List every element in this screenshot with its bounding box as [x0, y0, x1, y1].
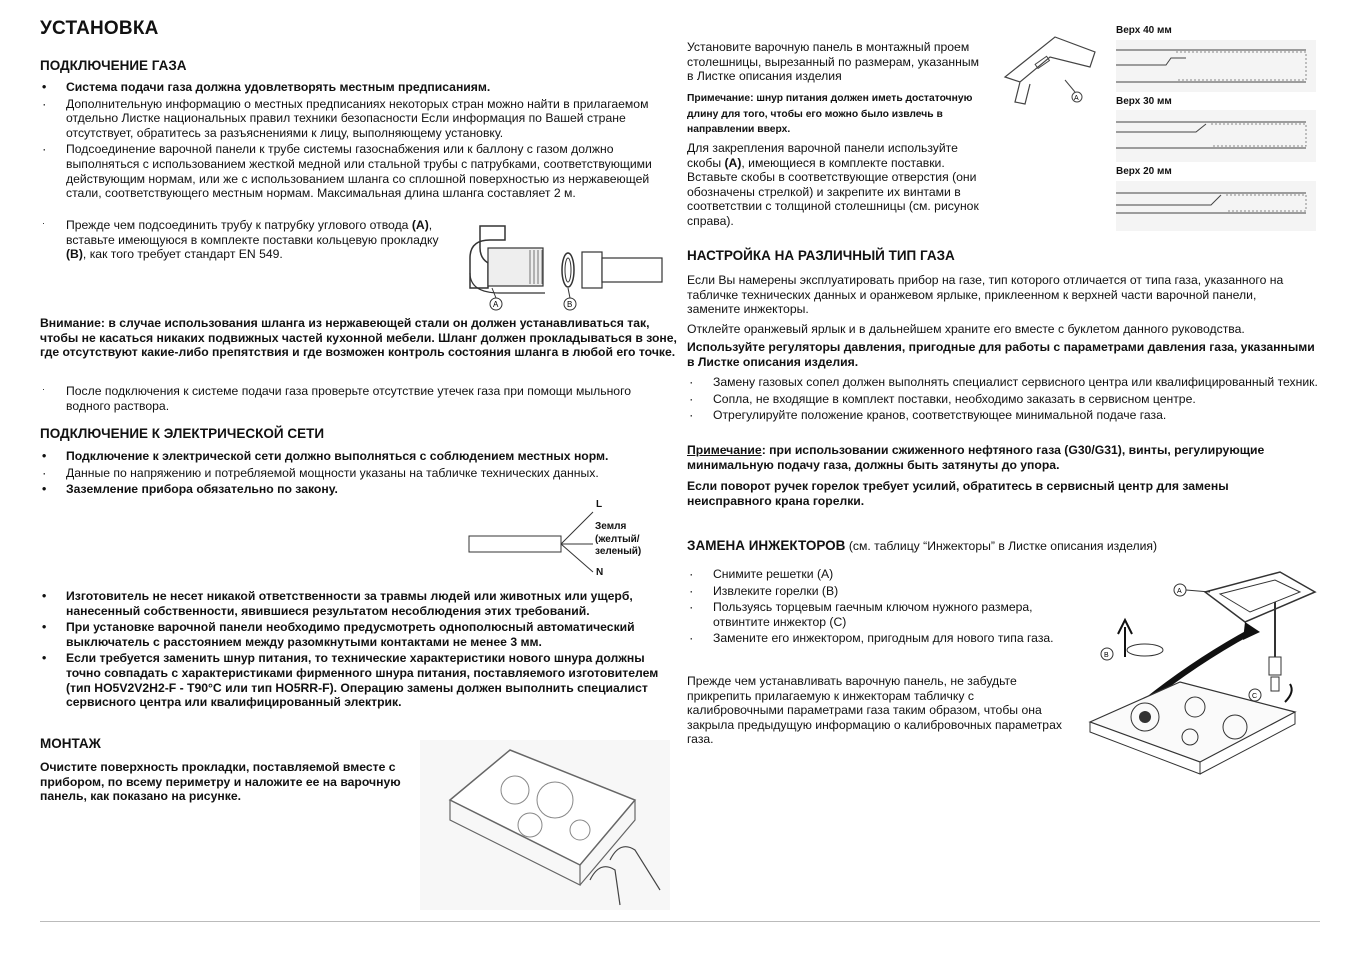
gastype-p4: Если поворот ручек горелок требует усилий, обратитесь в сервисный центр для замены неисправного крана горелки.: [687, 479, 1229, 508]
list-item-text: Если требуется заменить шнур питания, то технические характеристики нового шнура должны точно совпадать с характеристиками фирменного шнура питания, поставляемого изготовителем (тип HO5V2V2H2-F - T90°C или тип HO5RR-F). Операцию замены должен выполнить специалист сервисного центра или квалифицированный электрик.: [66, 651, 659, 710]
list-item: [40, 449, 680, 464]
list-marker: •: [42, 651, 47, 666]
list-item: [687, 600, 1062, 629]
list-marker: •: [42, 620, 47, 635]
list-item-text: Заземление прибора обязательно по закону.: [66, 482, 338, 497]
list-item-text: При установке варочной панели необходимо предусмотреть однополюсный автоматический выключатель с расстоянием между разомкнутыми контактами не менее 3 мм.: [66, 620, 635, 649]
wire-l-label: L: [596, 499, 603, 510]
list-item-text: Данные по напряжению и потребляемой мощности указаны на табличке технических данных.: [66, 465, 599, 480]
list-marker: ·: [690, 586, 693, 597]
list-item-text: Дополнительную информацию о местных предписаниях некоторых стран можно найти в прилагаемом отдельно Листке национальных правил техники безопасности Если информация по Вашей стране отсутствует, обратитесь за разъяснениями к лицу, выполняющему установку.: [66, 96, 649, 140]
electric-heading: ПОДКЛЮЧЕНИЕ К ЭЛЕКТРИЧЕСКОЙ СЕТИ: [40, 426, 325, 441]
wire-n-label: N: [596, 567, 604, 578]
mount-heading: МОНТАЖ: [40, 736, 101, 751]
gastype-p3: Используйте регуляторы давления, пригодные для работы с параметрами давления газа, указанными в Листке описания изделия.: [687, 340, 1315, 369]
list-item-text: Подсоединение варочной панели к трубе системы газоснабжения или к баллону с газом должно выполняться с использованием жесткой медной или стальной трубы с патрубками, соответствующими действующим нормам, или же с использованием шланга со сплошной поверхностью из нержавеющей стали, соответствующего местным нормам. Максимальная длина шланга составляет 2 м.: [66, 142, 652, 201]
gas-warning: Внимание: в случае использования шланга из нержавеющей стали он должен устанавливаться так, чтобы не касаться никаких подвижных частей кухонной мебели. Шланг должен прокладываться в зоне, где отсутствуют какие-либо препятствия и где возможен контроль состояния шланга в любой его точке.: [40, 316, 677, 360]
top30-label: Верх 30 мм: [1116, 96, 1172, 107]
elbow-gasket-figure: [460, 218, 665, 312]
gastype-p2: Отклейте оранжевый ярлык и в дальнейшем храните его вместе с буклетом данного руководства.: [687, 322, 1245, 336]
list-marker: ·: [43, 145, 46, 156]
list-item: [40, 589, 680, 618]
list-item: [687, 392, 1327, 407]
gas-heading: ПОДКЛЮЧЕНИЕ ГАЗА: [40, 58, 187, 73]
list-item: [687, 408, 1327, 423]
list-item-text: Извлеките горелки (B): [713, 583, 839, 598]
list-marker: ·: [690, 603, 693, 614]
list-item: [687, 631, 1062, 646]
list-marker: ·: [690, 378, 693, 388]
list-marker: ·: [42, 384, 45, 394]
list-item: [40, 142, 672, 200]
gastype-list: [687, 375, 1327, 425]
list-marker: •: [42, 589, 47, 603]
list-item: [40, 651, 680, 709]
list-item: [40, 466, 680, 481]
list-marker: ·: [43, 99, 46, 110]
elbow-paragraph: Прежде чем подсоединить трубу к патрубку углового отвода (A), вставьте имеющуюся в комплекте поставки кольцевую прокладку (B), как того требует стандарт EN 549.: [66, 218, 439, 262]
bracket-figure: [995, 22, 1110, 112]
list-marker: ·: [690, 634, 693, 645]
list-marker: •: [42, 449, 47, 463]
list-item: [40, 97, 672, 141]
list-marker: •: [42, 80, 47, 94]
bracket-label: A: [1074, 95, 1079, 102]
injectors-list: [687, 567, 1062, 648]
gastype-p1: Если Вы намерены эксплуатировать прибор на газе, тип которого отличается от типа газа, указанного на табличке технических данных и оранжевом ярлыке, приклеенном к верхней части варочной панели, замените инжекторы.: [687, 273, 1284, 317]
fig-b: B: [1104, 652, 1109, 659]
list-item-text: Сопла, не входящие в комплект поставки, необходимо заказать в сервисном центре.: [713, 391, 1196, 406]
fig-c: C: [1252, 693, 1258, 700]
list-item-text: Отрегулируйте положение кранов, соответствующее минимальной подаче газа.: [713, 408, 1167, 423]
mount-text: Очистите поверхность прокладки, поставляемой вместе с прибором, по всему периметру и наложите ее на варочную панель, как показано на рисунке.: [40, 760, 401, 804]
top20-figure: [1116, 181, 1316, 231]
list-marker: •: [42, 482, 47, 497]
fig-a: A: [1177, 588, 1182, 595]
top20-label: Верх 20 мм: [1116, 166, 1172, 177]
electric-list: [40, 449, 680, 499]
injectors-heading: ЗАМЕНА ИНЖЕКТОРОВ: [687, 538, 846, 553]
leak-check: После подключения к системе подачи газа проверьте отсутствие утечек газа при помощи мыльного водного раствора.: [66, 384, 632, 413]
list-item-text: Пользуясь торцевым гаечным ключом нужного размера, отвинтите инжектор (C): [713, 600, 1033, 629]
electric-list-2: [40, 589, 680, 712]
list-item-text: Замену газовых сопел должен выполнять специалист сервисного центра или квалифицированный техник.: [713, 375, 1318, 389]
list-item-text: Система подачи газа должна удовлетворять местным предписаниям.: [66, 80, 491, 94]
list-item: [687, 567, 1062, 582]
list-item-text: Подключение к электрической сети должно выполняться с соблюдением местных норм.: [66, 449, 609, 463]
fig-label-a: A: [493, 300, 499, 309]
list-item: [687, 375, 1327, 390]
list-marker: ·: [43, 468, 46, 479]
page-title: УСТАНОВКА: [40, 18, 159, 39]
list-item: [40, 482, 680, 497]
list-marker: ·: [42, 218, 45, 228]
gastype-note: Примечание: при использовании сжиженного нефтяного газа (G30/G31), винты, регулирующие минимальную подачу газа, должны быть затянуты до упора.: [687, 443, 1265, 472]
cable-note: Примечание: шнур питания должен иметь достаточную длину для того, чтобы его можно было извлечь в направлении вверх.: [687, 93, 973, 135]
list-marker: ·: [690, 394, 693, 405]
top40-figure: [1116, 40, 1316, 92]
list-item-text: Снимите решетки (A): [713, 567, 834, 581]
list-marker: ·: [690, 570, 693, 580]
gasket-mounting-figure: [420, 740, 670, 910]
injectors-heading-line: ЗАМЕНА ИНЖЕКТОРОВ (см. таблицу “Инжекторы” в Листке описания изделия): [687, 538, 1158, 553]
list-marker: ·: [690, 411, 693, 422]
top40-label: Верх 40 мм: [1116, 25, 1172, 36]
injectors-final: Прежде чем устанавливать варочную панель, не забудьте прикрепить прилагаемую к инжекторам табличку с калибровочными параметрами газа таким образом, чтобы она закрыла предыдущую информацию о калибровочных параметрах газа.: [687, 674, 1062, 747]
bracket-paragraph: Для закрепления варочной панели используйте скобы (A), имеющиеся в комплекте поставки. Вставьте скобы в соответствующие отверстия (они обозначены стрелкой) и закрепите их винтами в соответствии с толщиной столешницы (см. рисунок справа).: [687, 141, 979, 228]
list-item-text: Изготовитель не несет никакой ответственности за травмы людей или животных или ущерб, нанесенный собственности, явившиеся результатом несоблюдения этих требований.: [66, 589, 633, 618]
gastype-heading: НАСТРОЙКА НА РАЗЛИЧНЫЙ ТИП ГАЗА: [687, 248, 955, 263]
list-item-text: Замените его инжектором, пригодным для нового типа газа.: [713, 631, 1054, 646]
list-item: [40, 80, 672, 95]
wire-earth-label: Земля (желтый/ зеленый): [595, 521, 642, 557]
injector-replacement-figure: [1085, 562, 1320, 782]
list-item: [40, 620, 680, 649]
install-paragraph: Установите варочную панель в монтажный проем столешницы, вырезанный по размерам, указанным в Листке описания изделия: [687, 40, 980, 84]
top30-figure: [1116, 110, 1316, 162]
cable-diagram: [465, 500, 605, 580]
footer-divider: [40, 921, 1320, 922]
fig-label-b: B: [567, 300, 573, 309]
list-item: [687, 584, 1062, 599]
gas-list: [40, 80, 672, 203]
